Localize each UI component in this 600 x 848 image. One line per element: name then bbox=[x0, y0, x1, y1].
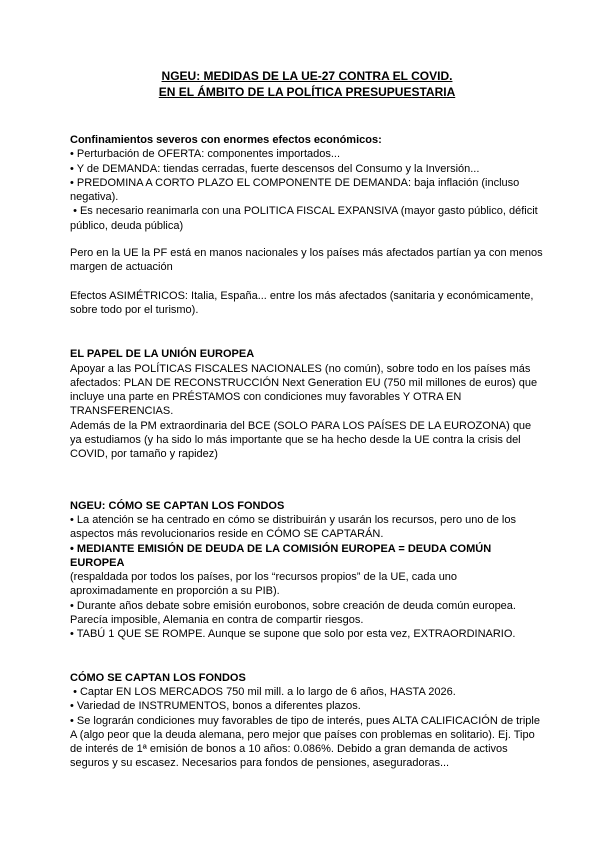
bullet-item: • Y de DEMANDA: tiendas cerradas, fuerte descensos del Consumo y la Inversión... bbox=[70, 162, 480, 175]
bullet-item: • La atención se ha centrado en cómo se distribuirán y usarán los recursos, pero uno de los aspectos más revolucionarios reside en CÓMO SE CAPTARÁN. bbox=[70, 513, 520, 541]
section-heading-ngeu-fondos: NGEU: CÓMO SE CAPTAN LOS FONDOS bbox=[70, 499, 285, 512]
paragraph-pm-bce: Además de la PM extraordinaria del BCE (SOLO PARA LOS PAÍSES DE LA EUROZONA) que ya estudiamos (y ha sido lo más importante que se ha hecho desde la UE contra la crisis del COVID, por tamaño y rapidez) bbox=[70, 419, 535, 461]
bullet-item bbox=[70, 542, 544, 599]
bullet-item: • Es necesario reanimarla con una POLITICA FISCAL EXPANSIVA (mayor gasto público, déficit público, deuda pública) bbox=[70, 205, 541, 232]
section-heading-como-captan: CÓMO SE CAPTAN LOS FONDOS bbox=[70, 671, 246, 684]
section-heading-confinamientos: Confinamientos severos con enormes efectos económicos: bbox=[70, 134, 382, 146]
document-title-line2: EN EL ÁMBITO DE LA POLÍTICA PRESUPUESTARIA bbox=[158, 85, 456, 99]
bullet-item: • Se lograrán condiciones muy favorables de tipo de interés, pues ALTA CALIFICACIÓN de triple A (algo peor que la deuda alemana, pero mejor que países con problemas en solitario). Ej. Tipo de interés de 1ª emisión de bonos a 10 años: 0.086%. Debido a gran demanda de activos seguros y su escasez. Necesarios para fondos de pensiones, aseguradoras... bbox=[70, 714, 543, 770]
section-ngeu-fondos bbox=[70, 499, 544, 642]
bullet-rest-respaldada: (respaldada por todos los países, por los “recursos propios” de la UE, cada uno aproximadamente en proporción a su PIB). bbox=[70, 571, 461, 598]
document-title bbox=[70, 68, 544, 100]
section-como-captan bbox=[70, 671, 544, 771]
bullet-item: • PREDOMINA A CORTO PLAZO EL COMPONENTE DE DEMANDA: baja inflación (incluso negativa). bbox=[70, 176, 523, 204]
paragraph-efectos-asimetricos: Efectos ASIMÉTRICOS: Italia, España... entre los más afectados (sanitaria y económicamente, sobre todo por el turismo). bbox=[70, 289, 537, 316]
bullet-bold-emision-deuda: • MEDIANTE EMISIÓN DE DEUDA DE LA COMISIÓN EUROPEA = DEUDA COMÚN EUROPEA bbox=[70, 542, 495, 569]
section-confinamientos bbox=[70, 133, 544, 233]
bullet-item: • Captar EN LOS MERCADOS 750 mil mill. a lo largo de 6 años, HASTA 2026. bbox=[70, 685, 456, 698]
bullet-item: • Durante años debate sobre emisión eurobonos, sobre creación de deuda común europea. Parecía imposible, Alemania en contra de compartir riesgos. bbox=[70, 599, 520, 627]
bullet-item: • Variedad de INSTRUMENTOS, bonos a diferentes plazos. bbox=[70, 700, 361, 713]
paragraph-pf-nacional: Pero en la UE la PF está en manos nacionales y los países más afectados partían ya con menos margen de actuación bbox=[70, 247, 546, 274]
bullet-item: • Perturbación de OFERTA: componentes importados... bbox=[70, 148, 341, 161]
paragraph-apoyo-politicas: Apoyar a las POLÍTICAS FISCALES NACIONALES (no común), sobre todo en los países más afectados: PLAN DE RECONSTRUCCIÓN Next Generation EU (750 mil millones de euros) que incluye una parte en PRÉSTAMOS con condiciones muy favorables Y OTRA EN TRANSFERENCIAS. bbox=[70, 362, 541, 418]
bullet-item: • TABÚ 1 QUE SE ROMPE. Aunque se supone que solo por esta vez, EXTRAORDINARIO. bbox=[70, 628, 516, 641]
section-papel-ue bbox=[70, 347, 544, 461]
section-heading-papel-ue: EL PAPEL DE LA UNIÓN EUROPEA bbox=[70, 348, 255, 361]
document-title-line1: NGEU: MEDIDAS DE LA UE-27 CONTRA EL COVID. bbox=[161, 69, 453, 83]
